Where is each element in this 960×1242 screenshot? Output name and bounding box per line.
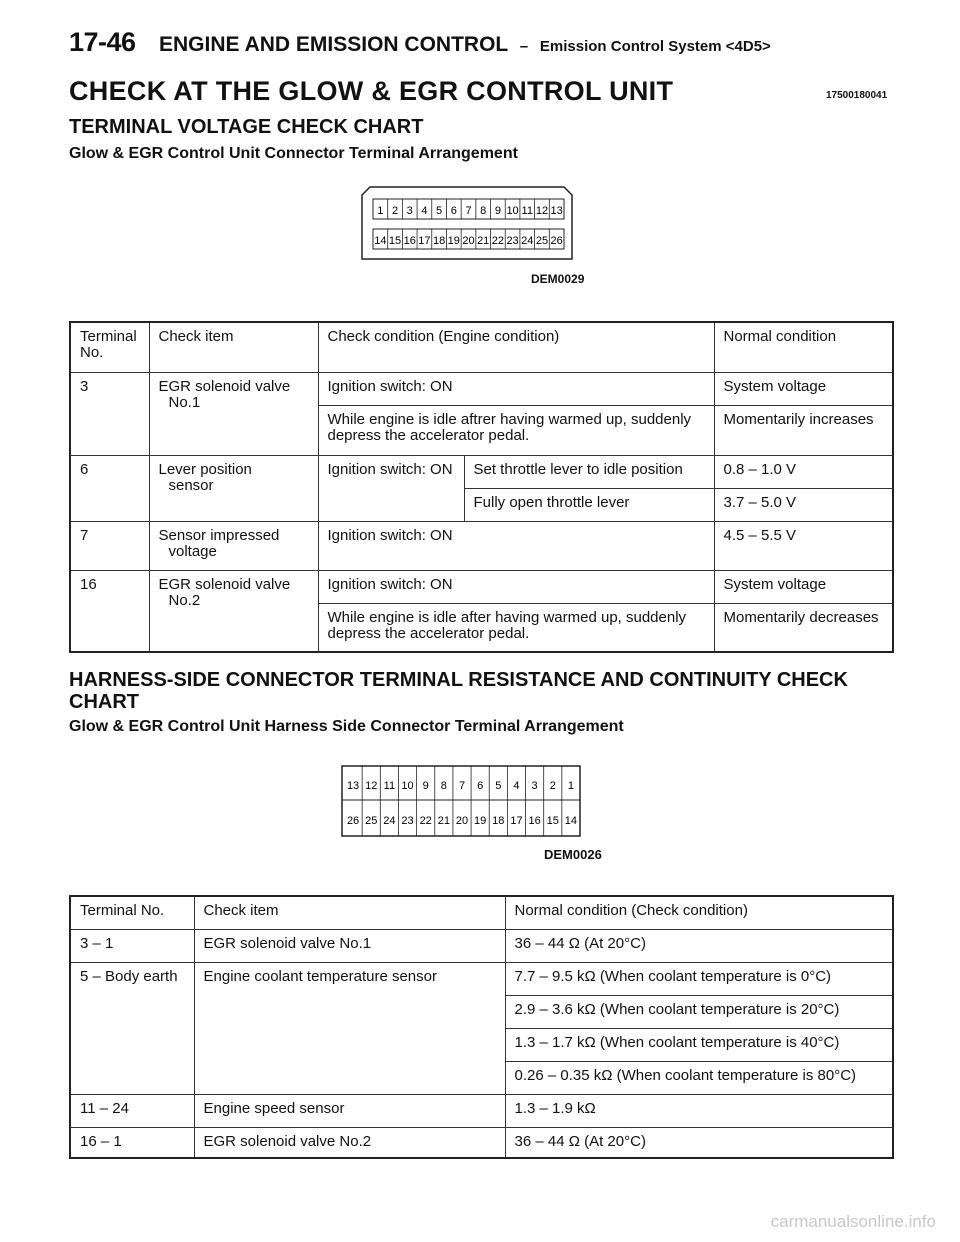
condition-cell: Ignition switch: ON xyxy=(318,521,714,570)
col-normal: Normal condition xyxy=(714,322,893,372)
terminal-cell: 7 xyxy=(70,521,149,570)
col-terminal: Terminal No. xyxy=(70,896,194,929)
col-check-item: Check item xyxy=(194,896,505,929)
connector-pin-label: 22 xyxy=(491,235,505,247)
connector-pin-label: 24 xyxy=(383,815,396,827)
connector-pin-label: 1 xyxy=(377,205,384,217)
terminal-cell: 6 xyxy=(70,455,149,521)
terminal-cell: 16 xyxy=(70,570,149,652)
connector-pin-label: 18 xyxy=(432,235,446,247)
connector-pin-label: 6 xyxy=(477,780,484,792)
connector-pin-label: 24 xyxy=(521,235,534,247)
connector-pin-label: 11 xyxy=(383,780,396,792)
connector-pin-label: 10 xyxy=(506,205,519,217)
terminal-cell: 11 – 24 xyxy=(70,1094,194,1127)
table-row xyxy=(70,1127,893,1158)
header-subtitle: Emission Control System <4D5> xyxy=(539,38,771,55)
normal-cell: Momentarily increases xyxy=(714,405,893,455)
check-item-line: No.2 xyxy=(168,591,201,609)
terminal-cell: 16 – 1 xyxy=(70,1127,194,1158)
table-row xyxy=(70,372,893,405)
check-item-line: No.1 xyxy=(168,393,201,411)
table-row xyxy=(70,962,893,995)
connector-pin-label: 12 xyxy=(365,780,378,792)
connector-pin-label: 17 xyxy=(418,235,431,247)
table-row xyxy=(70,455,893,488)
check-item-cell: EGR solenoid valve No.2 xyxy=(194,1127,505,1158)
table-row xyxy=(70,521,893,570)
connector-pin-label: 8 xyxy=(480,205,487,217)
voltage-chart-heading: TERMINAL VOLTAGE CHECK CHART xyxy=(69,116,424,138)
condition-cell: While engine is idle aftrer having warmed up, suddenly depress the accelerator pedal. xyxy=(318,405,714,455)
connector-pin-label: 15 xyxy=(388,235,402,247)
col-check-item: Check item xyxy=(149,322,318,372)
connector-pin-label: 8 xyxy=(440,780,447,792)
terminal-cell: 5 – Body earth xyxy=(70,962,194,1094)
connector-pin-label: 19 xyxy=(474,815,487,827)
col-normal: Normal condition (Check condition) xyxy=(505,896,893,929)
normal-cell: 3.7 – 5.0 V xyxy=(714,488,893,521)
connector-pin-label: 16 xyxy=(528,815,541,827)
col-terminal: Terminal No. xyxy=(70,322,149,372)
table-row xyxy=(70,570,893,603)
subcondition-cell: Fully open throttle lever xyxy=(464,488,714,521)
connector-pin-label: 1 xyxy=(567,780,574,792)
normal-cell: 7.7 – 9.5 kΩ (When coolant temperature is 0°C) xyxy=(505,962,893,995)
check-item-cell: Engine coolant temperature sensor xyxy=(194,962,505,1094)
connector-pin-label: 16 xyxy=(403,235,416,247)
connector-pin-label: 3 xyxy=(531,780,538,792)
connector-pin-label: 13 xyxy=(550,205,563,217)
table-row xyxy=(70,1094,893,1127)
connector-pin-label: 12 xyxy=(535,205,549,217)
table-header-row xyxy=(70,322,893,372)
section-title: CHECK AT THE GLOW & EGR CONTROL UNIT xyxy=(69,76,674,106)
connector-pin-label: 25 xyxy=(365,815,378,827)
harness-chart-heading xyxy=(69,669,848,713)
check-item-cell xyxy=(149,372,318,455)
connector-pin-label: 4 xyxy=(513,780,520,792)
page-number: 17-46 xyxy=(69,27,136,57)
connector-pin-label: 2 xyxy=(391,205,399,217)
connector-pin-label: 19 xyxy=(447,235,460,247)
check-item-line: sensor xyxy=(168,476,214,494)
check-item-line: Sensor impressed xyxy=(158,526,280,544)
connector-pin-label: 5 xyxy=(436,205,443,217)
connector-pin-label: 22 xyxy=(419,815,432,827)
connector-pin-label: 23 xyxy=(506,235,519,247)
normal-cell: 0.26 – 0.35 kΩ (When coolant temperature is 80°C) xyxy=(505,1061,893,1094)
connector-pin-label: 21 xyxy=(477,235,490,247)
check-item-line: EGR solenoid valve xyxy=(158,575,291,593)
connector-pin-label: 20 xyxy=(455,815,469,827)
harness-heading-line2: CHART xyxy=(69,691,139,713)
check-item-line: voltage xyxy=(168,542,217,560)
connector-pin-label: 9 xyxy=(422,780,429,792)
connector-pin-label: 2 xyxy=(549,780,556,792)
normal-cell: 4.5 – 5.5 V xyxy=(714,521,893,570)
normal-cell: System voltage xyxy=(714,372,893,405)
connector-pin-label: 4 xyxy=(421,205,428,217)
check-item-cell: Engine speed sensor xyxy=(194,1094,505,1127)
connector-pin-label: 9 xyxy=(494,205,501,217)
connector-pin-label: 20 xyxy=(462,235,475,247)
normal-cell: 1.3 – 1.9 kΩ xyxy=(505,1094,893,1127)
connector-pin-label: 14 xyxy=(374,235,387,247)
header-dash: – xyxy=(519,38,529,55)
connector-diagram-1 xyxy=(360,185,580,265)
connector-pin-label: 26 xyxy=(346,815,360,827)
connector-pin-label: 23 xyxy=(401,815,414,827)
connector-pin-label: 15 xyxy=(546,815,559,827)
connector-diagram-2 xyxy=(340,764,585,844)
subcondition-cell: Set throttle lever to idle position xyxy=(464,455,714,488)
normal-cell: System voltage xyxy=(714,570,893,603)
check-item-cell xyxy=(149,521,318,570)
check-item-cell xyxy=(149,455,318,521)
normal-cell: 36 – 44 Ω (At 20°C) xyxy=(505,1127,893,1158)
connector-pin-label: 14 xyxy=(564,815,578,827)
table-row xyxy=(70,929,893,962)
voltage-chart-subheading: Glow & EGR Control Unit Connector Terminal Arrangement xyxy=(69,145,518,162)
section-code: 17500180041 xyxy=(826,90,888,101)
header-title xyxy=(159,33,771,57)
col-check-condition: Check condition (Engine condition) xyxy=(318,322,714,372)
harness-heading-line1: HARNESS-SIDE CONNECTOR TERMINAL RESISTANCE AND CONTINUITY CHECK xyxy=(69,669,848,691)
check-item-cell xyxy=(149,570,318,652)
watermark: carmanualsonline.info xyxy=(770,1212,936,1231)
check-item-line: Lever position xyxy=(158,460,252,478)
condition-cell: Ignition switch: ON xyxy=(318,372,714,405)
connector-pin-label: 13 xyxy=(346,780,360,792)
normal-cell: 1.3 – 1.7 kΩ (When coolant temperature is 40°C) xyxy=(505,1028,893,1061)
connector-pin-label: 25 xyxy=(535,235,549,247)
normal-cell: Momentarily decreases xyxy=(714,603,893,652)
connector-pin-label: 7 xyxy=(465,205,472,217)
condition-cell: While engine is idle after having warmed up, suddenly depress the accelerator pedal. xyxy=(318,603,714,652)
connector-pin-label: 10 xyxy=(401,780,414,792)
connector-pin-label: 6 xyxy=(450,205,457,217)
table-header-row xyxy=(70,896,893,929)
condition-cell: Ignition switch: ON xyxy=(318,455,464,521)
connector-pin-label: 17 xyxy=(510,815,523,827)
terminal-voltage-table xyxy=(69,321,894,653)
harness-chart-subheading: Glow & EGR Control Unit Harness Side Connector Terminal Arrangement xyxy=(69,718,624,735)
connector-pin-label: 3 xyxy=(406,205,413,217)
normal-cell: 36 – 44 Ω (At 20°C) xyxy=(505,929,893,962)
connector-pin-label: 21 xyxy=(437,815,450,827)
normal-cell: 2.9 – 3.6 kΩ (When coolant temperature is 20°C) xyxy=(505,995,893,1028)
connector-pin-label: 26 xyxy=(550,235,563,247)
figure-label-dem0026: DEM0026 xyxy=(544,847,602,862)
connector-pin-label: 5 xyxy=(495,780,502,792)
check-item-line: EGR solenoid valve xyxy=(158,377,291,395)
condition-cell: Ignition switch: ON xyxy=(318,570,714,603)
figure-label-dem0029: DEM0029 xyxy=(531,272,585,286)
connector-pin-label: 11 xyxy=(521,205,533,217)
connector-pin-label: 18 xyxy=(492,815,505,827)
check-item-cell: EGR solenoid valve No.1 xyxy=(194,929,505,962)
terminal-cell: 3 – 1 xyxy=(70,929,194,962)
terminal-cell: 3 xyxy=(70,372,149,455)
normal-cell: 0.8 – 1.0 V xyxy=(714,455,893,488)
connector-pin-label: 7 xyxy=(458,780,466,792)
harness-resistance-table xyxy=(69,895,894,1159)
header-title-text: ENGINE AND EMISSION CONTROL xyxy=(159,33,508,56)
